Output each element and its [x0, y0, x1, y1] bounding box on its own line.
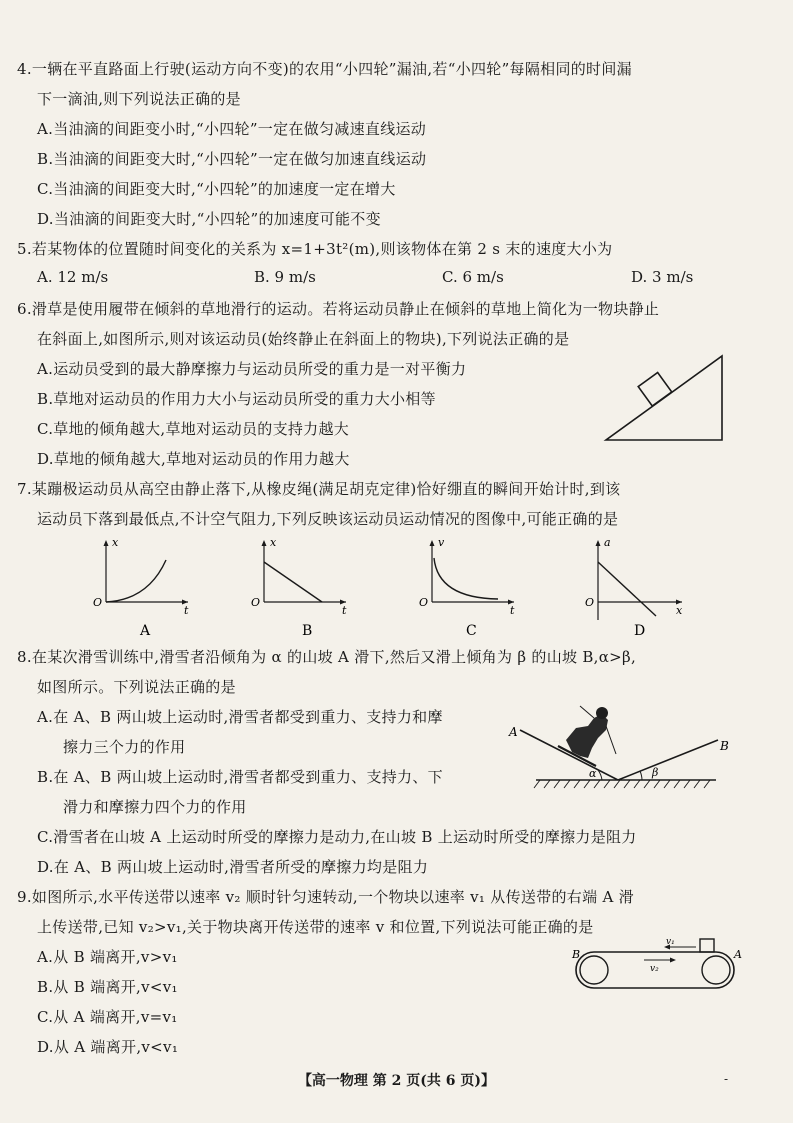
- graph-b-letter: B: [302, 623, 313, 639]
- q4-option-c: C.当油滴的间距变大时,“小四轮”的加速度一定在增大: [37, 180, 396, 198]
- graph-b-origin: O: [251, 596, 261, 609]
- q9-stem-line1: 9.如图所示,水平传送带以速率 v₂ 顺时针匀速转动,一个物块以速率 v₁ 从传送带的右端 A 滑: [17, 888, 634, 906]
- q7-stem-line2: 运动员下落到最低点,不计空气阻力,下列反映该运动员运动情况的图像中,可能正确的是: [37, 510, 619, 528]
- q5-option-b: B. 9 m/s: [254, 268, 316, 286]
- q8-option-a-line1: A.在 A、B 两山坡上运动时,滑雪者都受到重力、支持力和摩: [37, 708, 443, 726]
- v1-label: v₁: [666, 937, 675, 947]
- graph-d-ylabel: a: [604, 536, 611, 549]
- graph-d-line: [598, 562, 656, 616]
- graph-c: [414, 536, 524, 646]
- graph-a-xlabel: t: [184, 604, 189, 617]
- graph-c-curve: [434, 558, 498, 599]
- right-roller: [702, 956, 730, 984]
- q8-stem-line2: 如图所示。下列说法正确的是: [37, 678, 236, 696]
- angle-alpha-label: α: [589, 767, 597, 780]
- left-roller: [580, 956, 608, 984]
- ski-slopes-figure: [506, 704, 746, 794]
- graph-b: [246, 536, 356, 646]
- q9-stem-line2: 上传送带,已知 v₂>v₁,关于物块离开传送带的速率 v 和位置,下列说法可能正确的是: [37, 918, 594, 936]
- q9-option-c: C.从 A 端离开,v=v₁: [37, 1008, 178, 1026]
- q9-option-b: B.从 B 端离开,v<v₁: [37, 978, 178, 996]
- angle-beta-label: β: [652, 766, 659, 779]
- graph-a-origin: O: [93, 596, 103, 609]
- slope-a-label: A: [509, 725, 518, 739]
- graph-d-letter: D: [634, 623, 646, 639]
- incline-block-figure: [600, 348, 730, 448]
- q5-option-c: C. 6 m/s: [442, 268, 504, 286]
- graph-b-xlabel: t: [342, 604, 347, 617]
- q4-stem-line2: 下一滴油,则下列说法正确的是: [37, 90, 241, 108]
- q8-option-c: C.滑雪者在山坡 A 上运动时所受的摩擦力是动力,在山坡 B 上运动时所受的摩擦力是阻力: [37, 828, 637, 846]
- graph-b-line: [264, 562, 322, 602]
- graph-a-letter: A: [140, 623, 151, 639]
- q4-stem-line1: 4.一辆在平直路面上行驶(运动方向不变)的农用“小四轮”漏油,若“小四轮”每隔相同的时间漏: [17, 60, 632, 78]
- block-on-incline: [638, 373, 672, 407]
- end-b-label: B: [572, 948, 581, 961]
- q6-option-b: B.草地对运动员的作用力大小与运动员所受的重力大小相等: [37, 390, 436, 408]
- graph-d-xlabel: x: [676, 604, 683, 617]
- page-footer: 【高一物理 第 2 页(共 6 页)】: [297, 1073, 496, 1089]
- graph-d: [584, 536, 694, 646]
- q8-option-b-line1: B.在 A、B 两山坡上运动时,滑雪者都受到重力、支持力、下: [37, 768, 443, 786]
- graph-a-curve: [106, 560, 166, 602]
- q7-stem-line1: 7.某蹦极运动员从高空由静止落下,从橡皮绳(满足胡克定律)恰好绷直的瞬间开始计时,到该: [17, 480, 621, 498]
- skier-figure: [558, 706, 616, 766]
- graph-c-origin: O: [419, 596, 429, 609]
- q6-stem-line2: 在斜面上,如图所示,则对该运动员(始终静止在斜面上的物块),下列说法正确的是: [37, 330, 570, 348]
- angle-beta-arc: [640, 771, 642, 780]
- q4-option-d: D.当油滴的间距变大时,“小四轮”的加速度可能不变: [37, 210, 381, 228]
- graph-c-ylabel: v: [438, 536, 445, 549]
- slope-b-label: B: [720, 739, 729, 753]
- q6-option-c: C.草地的倾角越大,草地对运动员的支持力越大: [37, 420, 350, 438]
- q4-option-b: B.当油滴的间距变大时,“小四轮”一定在做匀加速直线运动: [37, 150, 427, 168]
- q6-stem-line1: 6.滑草是使用履带在倾斜的草地滑行的运动。若将运动员静止在倾斜的草地上简化为一物块静止: [17, 300, 660, 318]
- q8-stem-line1: 8.在某次滑雪训练中,滑雪者沿倾角为 α 的山坡 A 滑下,然后又滑上倾角为 β 的山坡 B,α>β,: [17, 648, 637, 666]
- graph-c-letter: C: [466, 623, 477, 639]
- conveyor-belt-figure: [566, 938, 746, 998]
- q5-option-a: A. 12 m/s: [37, 268, 109, 286]
- q8-option-a-line2: 擦力三个力的作用: [63, 738, 186, 756]
- graph-d-origin: O: [585, 596, 595, 609]
- ground-hatching: [534, 780, 710, 788]
- end-a-label: A: [734, 948, 742, 961]
- conveyor-block: [700, 939, 714, 952]
- q8-option-b-line2: 滑力和摩擦力四个力的作用: [63, 798, 247, 816]
- q9-option-a: A.从 B 端离开,v>v₁: [37, 948, 178, 966]
- q6-option-a: A.运动员受到的最大静摩擦力与运动员所受的重力是一对平衡力: [37, 360, 467, 378]
- q5-stem: 5.若某物体的位置随时间变化的关系为 x=1+3t²(m),则该物体在第 2 s 末的速度大小为: [17, 240, 613, 258]
- corner-mark: -: [724, 1072, 729, 1086]
- q5-option-d: D. 3 m/s: [631, 268, 694, 286]
- graph-c-xlabel: t: [510, 604, 515, 617]
- q4-option-a: A.当油滴的间距变小时,“小四轮”一定在做匀减速直线运动: [37, 120, 427, 138]
- q9-option-d: D.从 A 端离开,v<v₁: [37, 1038, 179, 1056]
- graph-a: [88, 536, 198, 646]
- q6-option-d: D.草地的倾角越大,草地对运动员的作用力越大: [37, 450, 350, 468]
- v2-label: v₂: [650, 964, 659, 974]
- graph-b-ylabel: x: [270, 536, 277, 549]
- q8-option-d: D.在 A、B 两山坡上运动时,滑雪者所受的摩擦力均是阻力: [37, 858, 429, 876]
- slope-b: [618, 740, 718, 780]
- graph-a-ylabel: x: [112, 536, 119, 549]
